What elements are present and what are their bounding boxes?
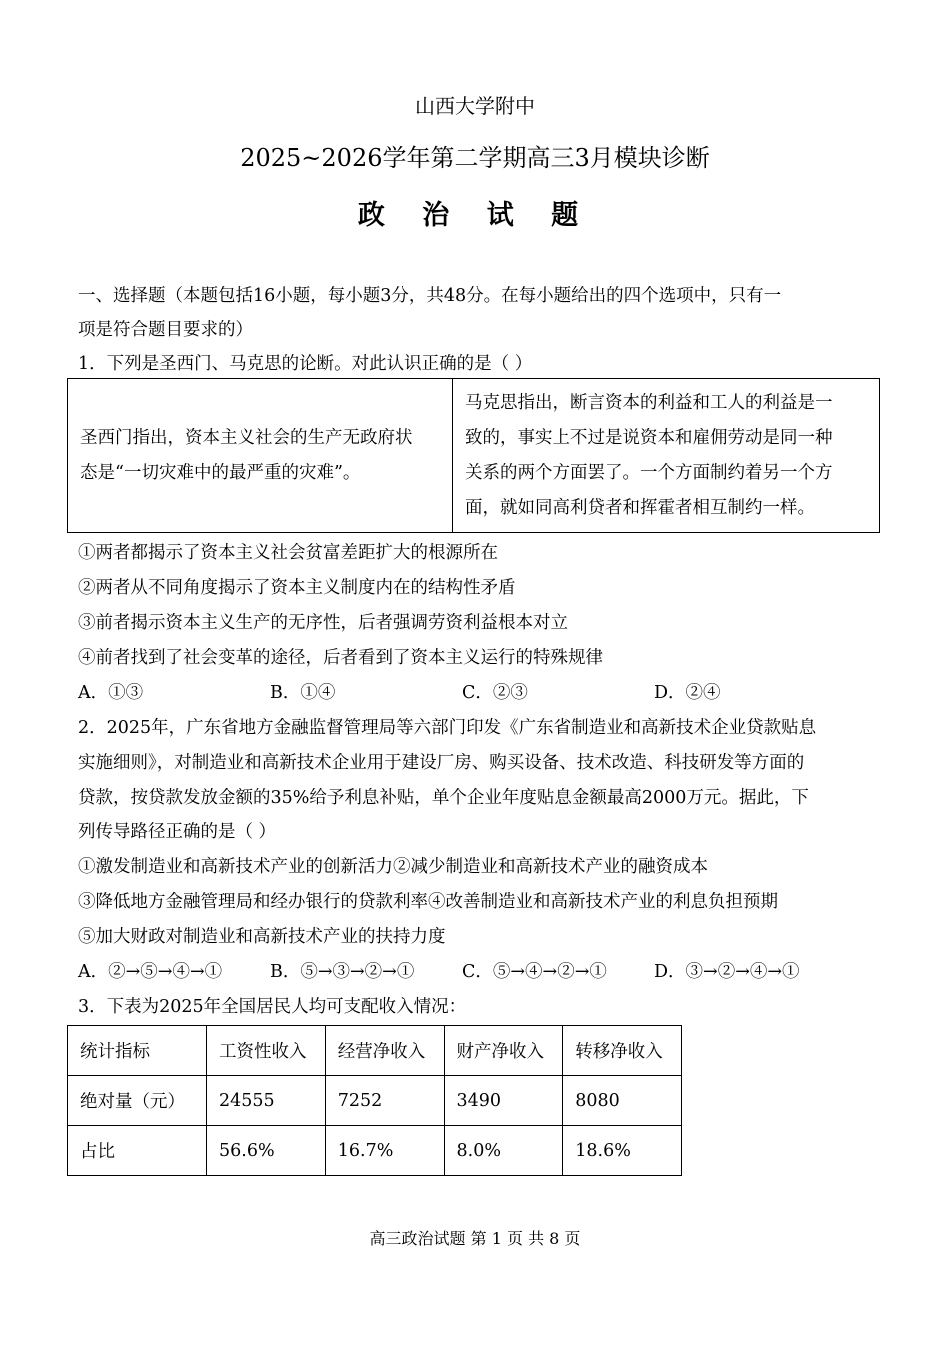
q2-option-b[interactable]: B．⑤→③→②→① xyxy=(270,962,415,982)
table-header-cell: 统计指标 xyxy=(68,1026,207,1076)
q1-statement-4: ④前者找到了社会变革的途径，后者看到了资本主义运行的特殊规律 xyxy=(78,648,603,668)
q1-quote-marx xyxy=(453,379,880,533)
table-header-cell: 经营净收入 xyxy=(325,1026,444,1076)
q1-quote-right-line: 致的，事实上不过是说资本和雇佣劳动是同一种 xyxy=(465,427,833,448)
section-instructions-line-1: 一、选择题（本题包括16小题，每小题3分，共48分。在每小题给出的四个选项中，只有一 xyxy=(78,286,782,306)
q1-statement-2: ②两者从不同角度揭示了资本主义制度内在的结构性矛盾 xyxy=(78,578,516,598)
q2-statement-5: ⑤加大财政对制造业和高新技术产业的扶持力度 xyxy=(78,927,446,947)
q1-option-c[interactable]: C．②③ xyxy=(462,683,528,703)
q2-stem-line: 实施细则》，对制造业和高新技术企业用于建设厂房、购买设备、技术改造、科技研发等方面的 xyxy=(78,753,805,773)
q1-statement-1: ①两者都揭示了资本主义社会贫富差距扩大的根源所在 xyxy=(78,543,498,563)
q2-option-a[interactable]: A．②→⑤→④→① xyxy=(78,962,223,982)
q1-quote-left-line: 圣西门指出，资本主义社会的生产无政府状 xyxy=(80,427,413,448)
q1-option-a[interactable]: A．①③ xyxy=(78,683,144,703)
q2-stem-line: 贷款，按贷款发放金额的35%给予利息补贴，单个企业年度贴息金额最高2000万元。据此，下 xyxy=(78,788,809,808)
q1-option-b[interactable]: B．①④ xyxy=(270,683,336,703)
q2-options xyxy=(78,960,846,984)
q3-income-table xyxy=(67,1025,682,1176)
q1-quote-saint-simon xyxy=(68,379,453,533)
table-header-cell: 工资性收入 xyxy=(207,1026,326,1076)
table-cell: 18.6% xyxy=(563,1126,682,1176)
q1-quote-right-line: 马克思指出，断言资本的利益和工人的利益是一 xyxy=(465,392,833,413)
table-row xyxy=(68,1126,682,1176)
q1-quote-left-line: 态是“一切灾难中的最严重的灾难”。 xyxy=(80,462,361,483)
exam-title: 2025~2026学年第二学期高三3月模块诊断 xyxy=(240,144,710,172)
school-name: 山西大学附中 xyxy=(415,94,535,118)
table-cell: 3490 xyxy=(444,1076,563,1126)
q1-options xyxy=(78,681,846,705)
table-cell: 8.0% xyxy=(444,1126,563,1176)
table-cell: 24555 xyxy=(207,1076,326,1126)
q2-stem-line: 2．2025年，广东省地方金融监督管理局等六部门印发《广东省制造业和高新技术企业贷款贴息 xyxy=(78,718,817,738)
page-footer: 高三政治试题 第 1 页 共 8 页 xyxy=(369,1229,581,1248)
q2-stem-line: 列传导路径正确的是（ ） xyxy=(78,822,277,842)
q2-option-c[interactable]: C．⑤→④→②→① xyxy=(462,962,607,982)
table-cell: 16.7% xyxy=(325,1126,444,1176)
q1-option-d[interactable]: D．②④ xyxy=(654,683,721,703)
subject-title: 政 治 试 题 xyxy=(357,200,593,231)
q2-statements-1-2: ①激发制造业和高新技术产业的创新活力②减少制造业和高新技术产业的融资成本 xyxy=(78,857,708,877)
table-row xyxy=(68,1076,682,1126)
q1-quote-right-line: 关系的两个方面罢了。一个方面制约着另一个方 xyxy=(465,462,833,483)
table-row xyxy=(68,1026,682,1076)
q2-statements-3-4: ③降低地方金融管理局和经办银行的贷款利率④改善制造业和高新技术产业的利息负担预期 xyxy=(78,892,778,912)
q2-option-d[interactable]: D．③→②→④→① xyxy=(654,962,800,982)
table-header-cell: 财产净收入 xyxy=(444,1026,563,1076)
section-instructions-line-2: 项是符合题目要求的） xyxy=(78,320,253,340)
q3-stem: 3．下表为2025年全国居民人均可支配收入情况： xyxy=(78,997,467,1017)
table-cell: 绝对量（元） xyxy=(68,1076,207,1126)
table-header-cell: 转移净收入 xyxy=(563,1026,682,1076)
q1-quote-right-line: 面，就如同高利贷者和挥霍者相互制约一样。 xyxy=(465,497,815,518)
table-cell: 7252 xyxy=(325,1076,444,1126)
q1-statement-3: ③前者揭示资本主义生产的无序性，后者强调劳资利益根本对立 xyxy=(78,613,568,633)
table-cell: 8080 xyxy=(563,1076,682,1126)
table-cell: 占比 xyxy=(68,1126,207,1176)
table-cell: 56.6% xyxy=(207,1126,326,1176)
q1-stem: 1．下列是圣西门、马克思的论断。对此认识正确的是（ ） xyxy=(78,354,533,374)
q1-quote-table xyxy=(67,378,880,533)
